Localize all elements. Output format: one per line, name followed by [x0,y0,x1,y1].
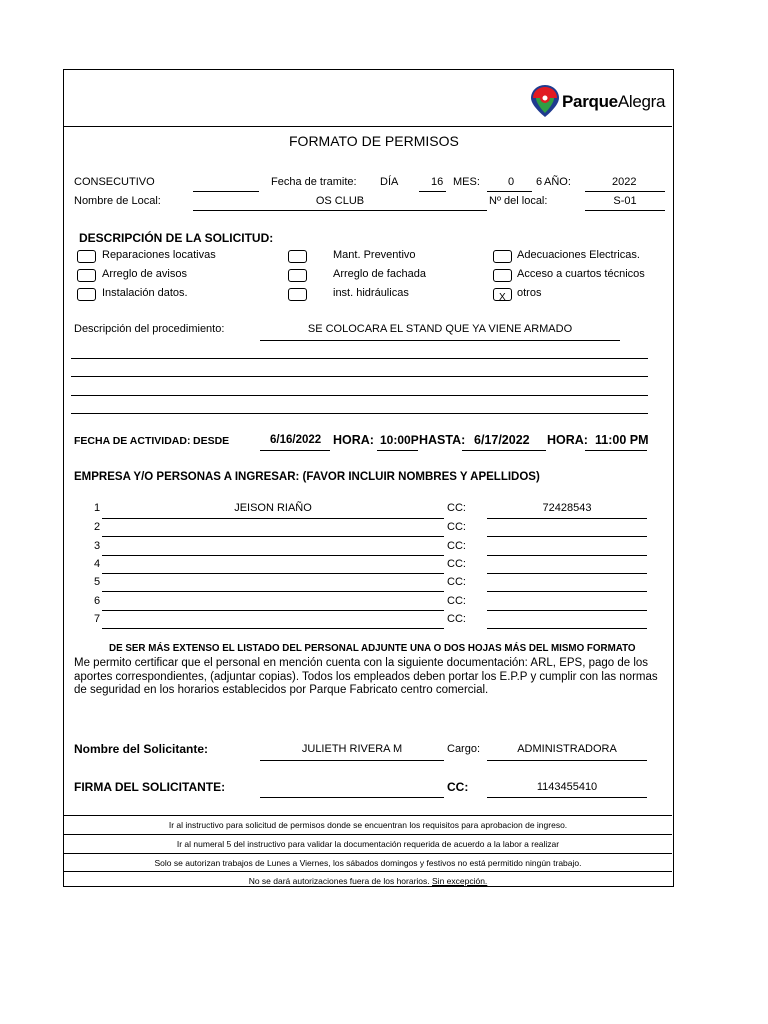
person-name-field[interactable] [102,573,444,574]
option-arreglo-fachada-label: Arreglo de fachada [333,268,426,280]
option-mant-preventivo-label: Mant. Preventivo [333,249,416,261]
permit-form [63,69,674,887]
desde-label: DESDE [193,435,230,447]
row-number: 2 [94,521,101,533]
dia-label: DÍA [380,176,399,188]
checkbox-arreglo-avisos[interactable] [77,269,96,282]
dia-field[interactable] [419,191,446,192]
footer-line-1: Ir al instructivo para solicitud de permisos donde se encuentran los requisitos para aprobacion de ingreso. [64,815,672,834]
person-name-field[interactable] [102,555,444,556]
mes-extra: 6 [536,176,543,188]
num-local-field[interactable] [585,210,665,211]
solicitante-cc-value: 1143455410 [536,781,598,793]
consecutivo-field[interactable] [193,191,259,192]
cargo-field[interactable] [487,760,647,761]
row-number: 7 [94,613,101,625]
anio-field[interactable] [585,191,665,192]
hasta-label: HASTA: [419,433,466,447]
procedimiento-line-4[interactable] [71,395,648,396]
person-cc-field[interactable] [487,555,647,556]
option-otros-label: otros [517,287,542,299]
cc-label: CC: [447,558,466,570]
row-number: 6 [94,595,101,607]
checkbox-otros[interactable] [493,288,512,301]
hasta-field[interactable] [462,450,546,451]
person-name-field[interactable] [102,518,444,519]
checkbox-arreglo-fachada[interactable] [288,269,307,282]
page-title: FORMATO DE PERMISOS [289,133,459,149]
person-cc-field[interactable] [487,536,647,537]
local-field[interactable] [193,210,487,211]
procedimiento-line-1[interactable] [260,340,620,341]
logo-brand-bold: Parque [562,92,618,111]
footer-line-3: Solo se autorizan trabajos de Lunes a Viernes, los sábados domingos y festivos no está permitido ningún trabajo. [64,853,672,872]
mes-label: MES: [453,176,480,188]
cc-label: CC: [447,613,466,625]
procedimiento-label: Descripción del procedimiento: [74,323,225,335]
parque-alegra-logo [530,84,665,120]
logo-pin-icon [530,84,560,118]
firma-solicitante-label: FIRMA DEL SOLICITANTE: [74,780,226,794]
cc-label: CC: [447,502,466,514]
mes-field[interactable] [487,191,532,192]
hora-label: HORA: [333,433,374,447]
checkbox-inst-hidraulicas[interactable] [288,288,307,301]
person-name-field[interactable] [102,591,444,592]
cargo-value: ADMINISTRADORA [517,743,617,755]
local-value: OS CLUB [315,195,365,207]
footer-line-4-underlined: Sin excepción. [432,876,488,886]
hora-hasta-value: 11:00 PM [595,433,649,447]
desde-field[interactable] [260,450,330,451]
header-divider [64,126,672,127]
hora-desde-field[interactable] [377,450,418,451]
checkbox-instalacion-datos[interactable] [77,288,96,301]
solicitante-cc-field[interactable] [487,797,647,798]
row-number: 3 [94,540,101,552]
footer-line-4-text: No se dará autorizaciones fuera de los horarios. [248,876,433,886]
person-cc-field[interactable] [487,573,647,574]
checkbox-adecuaciones-electricas[interactable] [493,250,512,263]
nombre-solicitante-value: JULIETH RIVERA M [301,743,403,755]
option-adecuaciones-electricas-label: Adecuaciones Electricas. [517,249,640,261]
option-reparaciones-label: Reparaciones locativas [102,249,216,261]
checkbox-mark: X [499,292,506,303]
anio-value: 2022 [612,176,637,188]
certification-text: Me permito certificar que el personal en mención cuenta con la siguiente documentación: ARL, EPS, pago de los aportes correspondientes, (adjuntar copias). Todos los empleados deben portar los E.P.P y cumplir con las normas de seguridad en los horarios establecidos por Parque Fabricato centro comercial. [74,657,658,696]
checkbox-acceso-cuartos[interactable] [493,269,512,282]
anio-label: AÑO: [544,176,571,188]
hora-desde-value: 10:00P [380,433,419,447]
footer-line-4 [64,871,672,890]
firma-solicitante-field[interactable] [260,797,444,798]
person-cc-field[interactable] [487,591,647,592]
nombre-solicitante-label: Nombre del Solicitante: [74,742,209,756]
solicitud-heading: DESCRIPCIÓN DE LA SOLICITUD: [79,231,274,245]
solicitante-cc-label: CC: [447,780,469,794]
cc-label: CC: [447,576,466,588]
logo-brand-light: Alegra [617,92,666,111]
dia-value: 16 [431,176,444,188]
person-cc-field[interactable] [487,518,647,519]
num-local-label: Nº del local: [489,195,548,207]
option-inst-hidraulicas-label: inst. hidráulicas [333,287,409,299]
procedimiento-value: SE COLOCARA EL STAND QUE YA VIENE ARMADO [307,323,573,335]
mes-value: 0 [508,176,515,188]
cc-label: CC: [447,540,466,552]
person-name-field[interactable] [102,628,444,629]
cc-label: CC: [447,521,466,533]
personas-heading: EMPRESA Y/O PERSONAS A INGRESAR: (FAVOR INCLUIR NOMBRES Y APELLIDOS) [74,471,540,483]
option-acceso-cuartos-label: Acceso a cuartos técnicos [517,268,645,280]
row-number: 5 [94,576,101,588]
checkbox-mant-preventivo[interactable] [288,250,307,263]
hasta-value: 6/17/2022 [474,433,530,447]
person-name-field[interactable] [102,536,444,537]
person-cc-field[interactable] [487,610,647,611]
person-cc-field[interactable] [487,628,647,629]
person-cc: 72428543 [542,502,592,514]
row-number: 4 [94,558,101,570]
num-local-value: S-01 [613,195,637,207]
person-name-field[interactable] [102,610,444,611]
row-number: 1 [94,502,101,514]
fecha-tramite-label: Fecha de tramite: [271,176,357,188]
fecha-actividad-label: FECHA DE ACTIVIDAD: [74,435,191,447]
consecutivo-label: CONSECUTIVO [74,176,155,188]
hora-hasta-field[interactable] [585,450,647,451]
footer-line-2: Ir al numeral 5 del instructivo para validar la documentación requerida de acuerdo a la labor a realizar [64,834,672,853]
notice-text: DE SER MÁS EXTENSO EL LISTADO DEL PERSONAL ADJUNTE UNA O DOS HOJAS MÁS DEL MISMO FORMATO [109,643,636,654]
option-arreglo-avisos-label: Arreglo de avisos [102,268,187,280]
procedimiento-line-5[interactable] [71,413,648,414]
cargo-label: Cargo: [447,743,481,755]
checkbox-reparaciones[interactable] [77,250,96,263]
procedimiento-line-3[interactable] [71,376,648,377]
cc-label: CC: [447,595,466,607]
person-name: JEISON RIAÑO [234,502,312,514]
local-label: Nombre de Local: [74,195,161,207]
hora-hasta-label: HORA: [547,433,588,447]
option-instalacion-datos-label: Instalación datos. [102,287,188,299]
desde-value: 6/16/2022 [270,434,322,446]
procedimiento-line-2[interactable] [71,358,648,359]
nombre-solicitante-field[interactable] [260,760,444,761]
